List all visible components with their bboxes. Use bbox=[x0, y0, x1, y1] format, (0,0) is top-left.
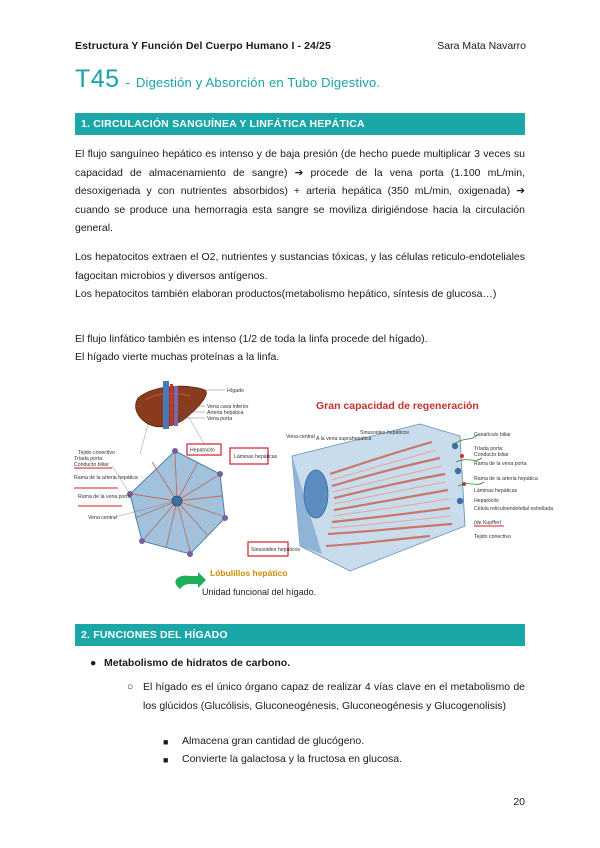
label-laminas: Láminas hepáticas bbox=[234, 454, 278, 460]
caption-lobulillos: Lóbulillos hepático bbox=[210, 568, 288, 578]
label-sinusoides-right: Sinusoides hepáticos bbox=[360, 430, 410, 436]
label-triada-porta: Tríada porta: bbox=[74, 456, 104, 462]
section-2-heading: 2. FUNCIONES DEL HÍGADO bbox=[75, 624, 525, 646]
item-convert-sugars: Convierte la galactosa y la fructosa en glucosa. bbox=[182, 753, 403, 765]
label-tejido-conectivo: Tejido conectivo bbox=[78, 450, 115, 456]
section-1-heading: 1. CIRCULACIÓN SANGUÍNEA Y LINFÁTICA HEPÁTICA bbox=[75, 113, 525, 135]
hexagonal-lobule bbox=[127, 448, 228, 557]
label-hepatocito: Hepatocito bbox=[190, 447, 215, 454]
label-triada-right: Tríada porta: bbox=[474, 446, 504, 452]
label-hepatocito-right: Hepatocito bbox=[474, 498, 499, 504]
label-vena-porta-top: Vena porta bbox=[207, 416, 233, 422]
square-marker-2: ■ bbox=[163, 755, 169, 765]
caption-regeneracion: Gran capacidad de regeneración bbox=[316, 400, 479, 412]
author-header: Sara Mata Navarro bbox=[437, 40, 526, 52]
square-marker-1: ■ bbox=[163, 737, 169, 747]
page-number: 20 bbox=[513, 796, 525, 808]
label-rama-arteria-right: Rama de la arteria hepática bbox=[474, 476, 538, 482]
label-conducto-right: Conducto biliar bbox=[474, 452, 509, 458]
sub-bullet-text: El hígado es el único órgano capaz de realizar 4 vías clave en el metabolismo de los glúcidos (Glucólisis, Gluconeogénesis, Gluconeogénesis y Glucogenolisis) bbox=[143, 681, 525, 712]
label-sinusoides-left: Sinusoides hepáticos bbox=[251, 547, 301, 553]
paragraph-blood-flow: El flujo sanguíneo hepático es intenso y de baja presión (de hecho puede multiplicar 3 veces su capacidad de almacenamiento de sangre) ➔ procede de la vena porta (1.100 mL/min, desoxigenada y con nutrientes absorbidos) + arteria hepática (350 mL/min, oxigenada) ➔ cuando se produce una hemorragia esta sangre se moviliza dirigiéndose hacia la circulación general. bbox=[75, 148, 525, 234]
unit-function-note: Unidad funcional del hígado. bbox=[202, 587, 317, 597]
topic-subtitle: Digestión y Absorción en Tubo Digestivo. bbox=[135, 75, 381, 90]
bullet-text: Metabolismo de hidratos de carbono. bbox=[104, 657, 291, 669]
label-laminas-right: Láminas hepáticas bbox=[474, 488, 518, 494]
topic-code: T45 bbox=[75, 65, 120, 93]
label-rama-vena: Rama de la vena porta bbox=[78, 494, 131, 500]
liver-lobule-figure bbox=[60, 376, 554, 606]
label-rama-vena-right: Rama de la vena porta bbox=[474, 461, 527, 467]
label-arteria-hepatica: Arteria hepática bbox=[207, 410, 244, 416]
label-higado: Hígado bbox=[227, 388, 244, 394]
paragraph-hepatocytes-extract: Los hepatocitos extraen el O2, nutrientes y sustancias tóxicas, y las células reticulo-endoteliales fagocitan microbios y diversos antígenos. bbox=[75, 251, 525, 282]
label-rama-arteria: Rama de la arteria hepática bbox=[74, 475, 138, 481]
label-conducto-biliar: Conducto biliar bbox=[74, 462, 109, 468]
lobule-3d-section bbox=[292, 424, 484, 571]
label-vena-cava: Vena cava inferior bbox=[207, 404, 249, 410]
label-canaliculo: Canalículo biliar bbox=[474, 432, 511, 438]
item-store-glycogen: Almacena gran cantidad de glucógeno. bbox=[182, 735, 365, 747]
document-title bbox=[75, 65, 380, 94]
label-tejido-right: Tejido conectivo bbox=[474, 534, 511, 540]
label-celula: Célula reticuloendotelial estrellada bbox=[474, 506, 554, 512]
label-vena-central-left: Vena central bbox=[88, 515, 117, 521]
paragraph-lymph-flow: El flujo linfático también es intenso (1/2 de toda la linfa procede del hígado). bbox=[75, 333, 428, 345]
bullet-carbohydrate-metabolism bbox=[90, 657, 290, 669]
bullet-marker: ● bbox=[90, 657, 97, 669]
label-kupffer: (de Kupffer) bbox=[474, 520, 502, 526]
course-header: Estructura Y Función Del Cuerpo Humano I - 24/25 bbox=[75, 40, 331, 52]
sub-bullet-marker: ○ bbox=[127, 681, 134, 693]
label-vena-central-right: Vena central bbox=[286, 434, 315, 440]
paragraph-lymph-proteins: El hígado vierte muchas proteínas a la linfa. bbox=[75, 351, 280, 363]
liver-organ-illustration bbox=[136, 381, 207, 429]
label-a-la-vena: A la vena suprahepática bbox=[316, 436, 372, 442]
title-dash: - bbox=[125, 75, 130, 90]
paragraph-hepatocytes-products: Los hepatocitos también elaboran productos(metabolismo hepático, síntesis de glucosa…) bbox=[75, 288, 497, 300]
